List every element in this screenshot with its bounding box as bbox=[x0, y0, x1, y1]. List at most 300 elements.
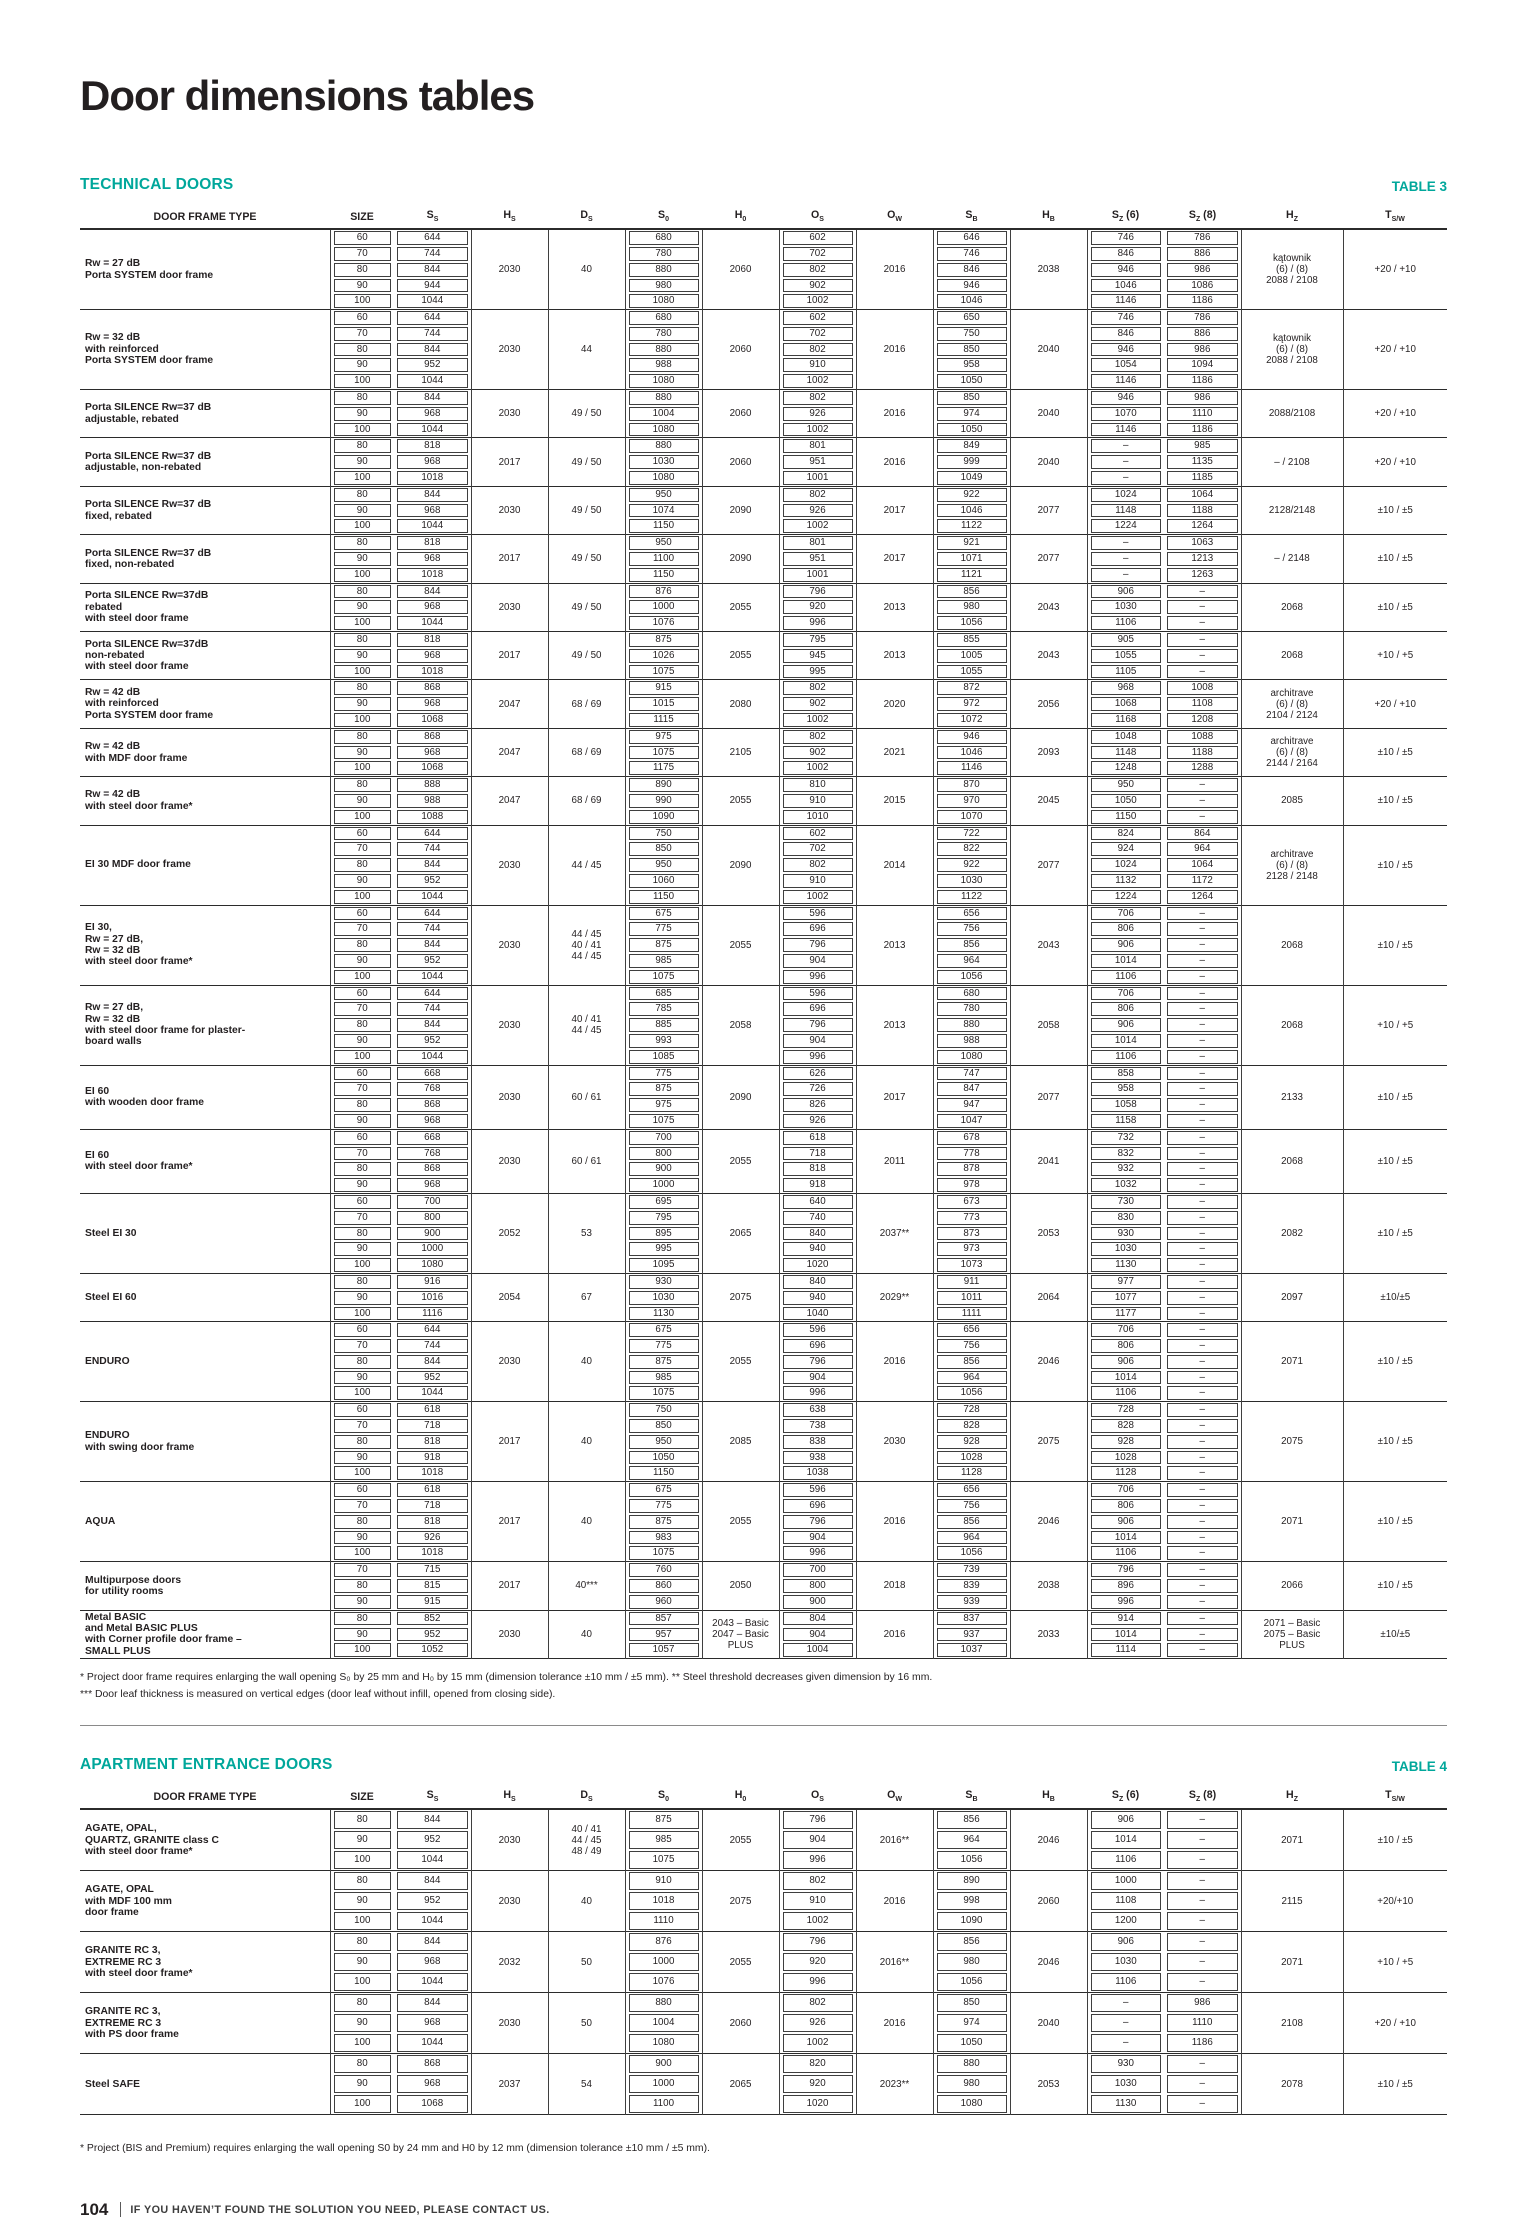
size-value: 80 bbox=[330, 342, 394, 358]
ds-value: 44 / 45 40 / 41 44 / 45 bbox=[548, 905, 625, 985]
size-value: 90 bbox=[330, 1952, 394, 1972]
h0-value: 2058 bbox=[702, 985, 779, 1065]
sb-value: 756 bbox=[933, 1338, 1010, 1354]
door-frame-type: Rw = 42 dB with MDF door frame bbox=[80, 728, 330, 776]
h0-value: 2060 bbox=[702, 438, 779, 486]
ss-value: 844 bbox=[394, 857, 471, 873]
sb-value: 1080 bbox=[933, 2094, 1010, 2115]
sz8-value: 786 bbox=[1164, 310, 1241, 326]
size-value: 90 bbox=[330, 1241, 394, 1257]
sz8-value: 986 bbox=[1164, 342, 1241, 358]
ds-value: 40 bbox=[548, 1402, 625, 1482]
sz8-value: 1188 bbox=[1164, 745, 1241, 761]
s0-value: 875 bbox=[625, 1354, 702, 1370]
s0-value: 1095 bbox=[625, 1257, 702, 1273]
tsw-value: +20 / +10 bbox=[1343, 310, 1447, 390]
hs-value: 2030 bbox=[471, 905, 548, 985]
hz-value: 2075 bbox=[1241, 1402, 1343, 1482]
column-header: $H_S$ bbox=[471, 1781, 548, 1809]
table-row bbox=[80, 1610, 1447, 1626]
size-value: 100 bbox=[330, 567, 394, 583]
sz8-value: 1208 bbox=[1164, 712, 1241, 728]
sz8-value: – bbox=[1164, 1952, 1241, 1972]
sz6-value: 928 bbox=[1087, 1434, 1164, 1450]
sz8-value: – bbox=[1164, 1017, 1241, 1033]
s0-value: 983 bbox=[625, 1530, 702, 1546]
sz6-value: – bbox=[1087, 1993, 1164, 2014]
s0-value: 880 bbox=[625, 262, 702, 278]
size-value: 90 bbox=[330, 953, 394, 969]
s0-value: 875 bbox=[625, 1081, 702, 1097]
os-value: 926 bbox=[779, 2013, 856, 2033]
column-header: $H_0$ bbox=[702, 1781, 779, 1809]
sz8-value: 1108 bbox=[1164, 696, 1241, 712]
sb-value: 1128 bbox=[933, 1465, 1010, 1481]
s0-value: 700 bbox=[625, 1129, 702, 1145]
sz6-value: 1224 bbox=[1087, 518, 1164, 534]
ds-value: 49 / 50 bbox=[548, 632, 625, 680]
size-value: 90 bbox=[330, 745, 394, 761]
table-row bbox=[80, 680, 1447, 696]
os-value: 1002 bbox=[779, 373, 856, 389]
sz6-value: 1000 bbox=[1087, 1871, 1164, 1892]
column-header: $T_{S/W}$ bbox=[1343, 1781, 1447, 1809]
s0-value: 900 bbox=[625, 2054, 702, 2075]
ow-value: 2037** bbox=[856, 1193, 933, 1273]
s0-value: 775 bbox=[625, 1065, 702, 1081]
door-frame-type: AGATE, OPAL, QUARTZ, GRANITE class C with steel door frame* bbox=[80, 1809, 330, 1871]
size-value: 90 bbox=[330, 1033, 394, 1049]
sz6-value: 1128 bbox=[1087, 1465, 1164, 1481]
os-value: 910 bbox=[779, 357, 856, 373]
s0-value: 1080 bbox=[625, 470, 702, 486]
tsw-value: ±10 / ±5 bbox=[1343, 535, 1447, 583]
sz8-value: 1186 bbox=[1164, 373, 1241, 389]
sb-value: 850 bbox=[933, 1993, 1010, 2014]
s0-value: 1050 bbox=[625, 1450, 702, 1466]
size-value: 80 bbox=[330, 1809, 394, 1830]
h0-value: 2075 bbox=[702, 1871, 779, 1932]
size-value: 90 bbox=[330, 454, 394, 470]
os-value: 802 bbox=[779, 857, 856, 873]
sz8-value: – bbox=[1164, 1418, 1241, 1434]
sz6-value: 1055 bbox=[1087, 648, 1164, 664]
os-value: 718 bbox=[779, 1146, 856, 1162]
os-value: 801 bbox=[779, 535, 856, 551]
size-value: 90 bbox=[330, 1113, 394, 1129]
sb-value: 846 bbox=[933, 262, 1010, 278]
s0-value: 1075 bbox=[625, 969, 702, 985]
sb-value: 880 bbox=[933, 1017, 1010, 1033]
sb-value: 998 bbox=[933, 1891, 1010, 1911]
sz8-value: – bbox=[1164, 1273, 1241, 1289]
sz8-value: – bbox=[1164, 1911, 1241, 1932]
os-value: 596 bbox=[779, 905, 856, 921]
sz8-value: 964 bbox=[1164, 841, 1241, 857]
sb-value: 750 bbox=[933, 326, 1010, 342]
sz8-value: – bbox=[1164, 953, 1241, 969]
sz6-value: 806 bbox=[1087, 1001, 1164, 1017]
ds-value: 40 bbox=[548, 229, 625, 309]
ss-value: 868 bbox=[394, 728, 471, 744]
sz6-value: 958 bbox=[1087, 1081, 1164, 1097]
size-value: 90 bbox=[330, 1830, 394, 1850]
s0-value: 985 bbox=[625, 1830, 702, 1850]
os-value: 696 bbox=[779, 1498, 856, 1514]
s0-value: 785 bbox=[625, 1001, 702, 1017]
hb-value: 2060 bbox=[1010, 1871, 1087, 1932]
h0-value: 2055 bbox=[702, 1129, 779, 1193]
size-value: 60 bbox=[330, 1129, 394, 1145]
hb-value: 2093 bbox=[1010, 728, 1087, 776]
os-value: 951 bbox=[779, 454, 856, 470]
sz8-value: – bbox=[1164, 1193, 1241, 1209]
s0-value: 985 bbox=[625, 1370, 702, 1386]
sz6-value: – bbox=[1087, 2033, 1164, 2054]
sz8-value: – bbox=[1164, 1097, 1241, 1113]
sz8-value: 1185 bbox=[1164, 470, 1241, 486]
s0-value: 875 bbox=[625, 1809, 702, 1830]
ow-value: 2016 bbox=[856, 1610, 933, 1659]
table-row bbox=[80, 1129, 1447, 1145]
size-value: 80 bbox=[330, 2054, 394, 2075]
s0-value: 1004 bbox=[625, 2013, 702, 2033]
column-header: DOOR FRAME TYPE bbox=[80, 1781, 330, 1809]
os-value: 696 bbox=[779, 1001, 856, 1017]
h0-value: 2055 bbox=[702, 905, 779, 985]
s0-value: 975 bbox=[625, 1097, 702, 1113]
table-row bbox=[80, 390, 1447, 406]
s0-value: 950 bbox=[625, 486, 702, 502]
s0-value: 1015 bbox=[625, 696, 702, 712]
sz6-value: 806 bbox=[1087, 921, 1164, 937]
sb-value: 1046 bbox=[933, 503, 1010, 519]
hb-value: 2075 bbox=[1010, 1402, 1087, 1482]
size-value: 100 bbox=[330, 373, 394, 389]
ss-value: 1044 bbox=[394, 373, 471, 389]
s0-value: 1080 bbox=[625, 422, 702, 438]
hs-value: 2017 bbox=[471, 535, 548, 583]
sz6-value: 1106 bbox=[1087, 1972, 1164, 1993]
door-frame-type: Steel EI 60 bbox=[80, 1273, 330, 1321]
sz8-value: 1186 bbox=[1164, 422, 1241, 438]
hs-value: 2030 bbox=[471, 229, 548, 309]
sz6-value: 746 bbox=[1087, 229, 1164, 246]
s0-value: 685 bbox=[625, 985, 702, 1001]
os-value: 800 bbox=[779, 1578, 856, 1594]
ss-value: 1044 bbox=[394, 615, 471, 631]
ow-value: 2013 bbox=[856, 583, 933, 631]
ss-value: 1044 bbox=[394, 1850, 471, 1871]
size-value: 90 bbox=[330, 2013, 394, 2033]
ss-value: 818 bbox=[394, 535, 471, 551]
size-value: 90 bbox=[330, 278, 394, 294]
sz6-value: 1014 bbox=[1087, 1830, 1164, 1850]
sz8-value: – bbox=[1164, 1498, 1241, 1514]
os-value: 826 bbox=[779, 1097, 856, 1113]
sb-value: 856 bbox=[933, 583, 1010, 599]
table-row bbox=[80, 535, 1447, 551]
ow-value: 2016 bbox=[856, 229, 933, 309]
size-value: 80 bbox=[330, 1871, 394, 1892]
hs-value: 2047 bbox=[471, 680, 548, 728]
size-value: 100 bbox=[330, 293, 394, 309]
ss-value: 968 bbox=[394, 503, 471, 519]
hs-value: 2030 bbox=[471, 1993, 548, 2054]
tsw-value: ±10 / ±5 bbox=[1343, 825, 1447, 905]
s0-value: 1075 bbox=[625, 1385, 702, 1401]
sz8-value: – bbox=[1164, 1514, 1241, 1530]
sb-value: 1030 bbox=[933, 873, 1010, 889]
size-value: 60 bbox=[330, 985, 394, 1001]
sb-value: 1005 bbox=[933, 648, 1010, 664]
hb-value: 2043 bbox=[1010, 632, 1087, 680]
os-value: 602 bbox=[779, 825, 856, 841]
sz8-value: – bbox=[1164, 1370, 1241, 1386]
sb-value: 646 bbox=[933, 229, 1010, 246]
ss-value: 618 bbox=[394, 1402, 471, 1418]
sb-value: 922 bbox=[933, 857, 1010, 873]
ds-value: 53 bbox=[548, 1193, 625, 1273]
sz6-value: 728 bbox=[1087, 1402, 1164, 1418]
h0-value: 2055 bbox=[702, 583, 779, 631]
sz6-value: 1148 bbox=[1087, 745, 1164, 761]
os-value: 702 bbox=[779, 841, 856, 857]
sz6-value: 1030 bbox=[1087, 599, 1164, 615]
column-header: $H_S$ bbox=[471, 201, 548, 229]
size-value: 70 bbox=[330, 1498, 394, 1514]
ss-value: 1080 bbox=[394, 1257, 471, 1273]
table-row bbox=[80, 985, 1447, 1001]
table-row bbox=[80, 486, 1447, 502]
sz6-value: 1050 bbox=[1087, 793, 1164, 809]
ss-value: 952 bbox=[394, 1830, 471, 1850]
sz8-value: – bbox=[1164, 1850, 1241, 1871]
table-row bbox=[80, 777, 1447, 793]
sz8-value: – bbox=[1164, 1210, 1241, 1226]
os-value: 996 bbox=[779, 1385, 856, 1401]
hb-value: 2041 bbox=[1010, 1129, 1087, 1193]
sz8-value: 1110 bbox=[1164, 406, 1241, 422]
ss-value: 952 bbox=[394, 953, 471, 969]
column-header: $D_S$ bbox=[548, 201, 625, 229]
s0-value: 775 bbox=[625, 921, 702, 937]
sb-value: 780 bbox=[933, 1001, 1010, 1017]
ss-value: 952 bbox=[394, 1033, 471, 1049]
ss-value: 1018 bbox=[394, 1465, 471, 1481]
sb-value: 850 bbox=[933, 390, 1010, 406]
os-value: 802 bbox=[779, 390, 856, 406]
sz8-value: 985 bbox=[1164, 438, 1241, 454]
s0-value: 985 bbox=[625, 953, 702, 969]
s0-value: 1100 bbox=[625, 2094, 702, 2115]
ss-value: 744 bbox=[394, 246, 471, 262]
size-value: 80 bbox=[330, 1610, 394, 1626]
sz8-value: – bbox=[1164, 648, 1241, 664]
sz8-value: 1110 bbox=[1164, 2013, 1241, 2033]
tsw-value: ±10 / ±5 bbox=[1343, 2054, 1447, 2115]
sz6-value: 1106 bbox=[1087, 1385, 1164, 1401]
ss-value: 868 bbox=[394, 2054, 471, 2075]
sb-value: 1111 bbox=[933, 1306, 1010, 1322]
hb-value: 2040 bbox=[1010, 310, 1087, 390]
ds-value: 60 / 61 bbox=[548, 1065, 625, 1129]
sz6-value: 1014 bbox=[1087, 1627, 1164, 1643]
sz8-value: – bbox=[1164, 1049, 1241, 1065]
footnote-line: * Project door frame requires enlarging the wall opening S₀ by 25 mm and H₀ by 15 mm (dimension tolerance ±10 mm / ±5 mm). ** Steel threshold decreases given dimension by 16 mm. bbox=[80, 1672, 933, 1684]
sb-value: 837 bbox=[933, 1610, 1010, 1626]
ds-value: 44 / 45 bbox=[548, 825, 625, 905]
ss-value: 968 bbox=[394, 454, 471, 470]
sz6-value: 924 bbox=[1087, 841, 1164, 857]
hs-value: 2030 bbox=[471, 985, 548, 1065]
hb-value: 2053 bbox=[1010, 1193, 1087, 1273]
ss-value: 1018 bbox=[394, 470, 471, 486]
sb-value: 911 bbox=[933, 1273, 1010, 1289]
tsw-value: +20 / +10 bbox=[1343, 390, 1447, 438]
os-value: 1002 bbox=[779, 518, 856, 534]
size-value: 80 bbox=[330, 1226, 394, 1242]
ss-value: 1018 bbox=[394, 664, 471, 680]
ow-value: 2020 bbox=[856, 680, 933, 728]
sb-value: 988 bbox=[933, 1033, 1010, 1049]
sz6-value: 1014 bbox=[1087, 1370, 1164, 1386]
os-value: 904 bbox=[779, 1370, 856, 1386]
s0-value: 995 bbox=[625, 1241, 702, 1257]
tsw-value: ±10 / ±5 bbox=[1343, 583, 1447, 631]
s0-value: 1030 bbox=[625, 454, 702, 470]
sb-value: 1071 bbox=[933, 551, 1010, 567]
hb-value: 2038 bbox=[1010, 1562, 1087, 1610]
s0-value: 885 bbox=[625, 1017, 702, 1033]
size-value: 80 bbox=[330, 1017, 394, 1033]
sz8-value: – bbox=[1164, 1322, 1241, 1338]
sb-value: 728 bbox=[933, 1402, 1010, 1418]
ss-value: 718 bbox=[394, 1418, 471, 1434]
hz-value: 2108 bbox=[1241, 1993, 1343, 2054]
size-value: 90 bbox=[330, 2074, 394, 2094]
os-value: 1001 bbox=[779, 567, 856, 583]
s0-value: 1000 bbox=[625, 2074, 702, 2094]
h0-value: 2060 bbox=[702, 310, 779, 390]
ss-value: 1044 bbox=[394, 969, 471, 985]
sb-value: 756 bbox=[933, 1498, 1010, 1514]
sb-value: 921 bbox=[933, 535, 1010, 551]
sz8-value: – bbox=[1164, 793, 1241, 809]
os-value: 996 bbox=[779, 615, 856, 631]
size-value: 80 bbox=[330, 1932, 394, 1953]
ow-value: 2016** bbox=[856, 1809, 933, 1871]
os-value: 796 bbox=[779, 937, 856, 953]
sz8-value: – bbox=[1164, 632, 1241, 648]
h0-value: 2060 bbox=[702, 1993, 779, 2054]
sz6-value: 1014 bbox=[1087, 1033, 1164, 1049]
ds-value: 50 bbox=[548, 1932, 625, 1993]
hb-value: 2058 bbox=[1010, 985, 1087, 1065]
hs-value: 2047 bbox=[471, 728, 548, 776]
sz8-value: – bbox=[1164, 1450, 1241, 1466]
size-value: 70 bbox=[330, 1562, 394, 1578]
column-header: $H_Z$ bbox=[1241, 201, 1343, 229]
sz6-value: 1105 bbox=[1087, 664, 1164, 680]
sz8-value: – bbox=[1164, 2074, 1241, 2094]
ss-value: 744 bbox=[394, 841, 471, 857]
ss-value: 844 bbox=[394, 1871, 471, 1892]
sz6-value: 946 bbox=[1087, 390, 1164, 406]
size-value: 80 bbox=[330, 486, 394, 502]
footnote-line: * Project (BIS and Premium) requires enlarging the wall opening S0 by 24 mm and H0 by 12 mm (dimension tolerance ±10 mm / ±5 mm). bbox=[80, 2143, 710, 2155]
sz8-value: 886 bbox=[1164, 326, 1241, 342]
hb-value: 2043 bbox=[1010, 905, 1087, 985]
ss-value: 868 bbox=[394, 1097, 471, 1113]
ss-value: 844 bbox=[394, 1809, 471, 1830]
size-value: 90 bbox=[330, 357, 394, 373]
ow-value: 2017 bbox=[856, 1065, 933, 1129]
door-frame-type: EI 60 with steel door frame* bbox=[80, 1129, 330, 1193]
sz6-value: 1030 bbox=[1087, 1241, 1164, 1257]
os-value: 802 bbox=[779, 680, 856, 696]
sz6-value: 930 bbox=[1087, 1226, 1164, 1242]
ds-value: 49 / 50 bbox=[548, 535, 625, 583]
sz8-value: – bbox=[1164, 1627, 1241, 1643]
sb-value: 958 bbox=[933, 357, 1010, 373]
size-value: 100 bbox=[330, 1972, 394, 1993]
sz6-value: 946 bbox=[1087, 262, 1164, 278]
tsw-value: ±10 / ±5 bbox=[1343, 1402, 1447, 1482]
s0-value: 1080 bbox=[625, 293, 702, 309]
s0-value: 1110 bbox=[625, 1911, 702, 1932]
os-value: 802 bbox=[779, 728, 856, 744]
column-header: $H_B$ bbox=[1010, 1781, 1087, 1809]
tsw-value: ±10 / ±5 bbox=[1343, 486, 1447, 534]
sz8-value: – bbox=[1164, 937, 1241, 953]
sb-value: 873 bbox=[933, 1226, 1010, 1242]
table-row bbox=[80, 310, 1447, 326]
sz8-value: – bbox=[1164, 615, 1241, 631]
size-value: 60 bbox=[330, 1482, 394, 1498]
sz6-value: 1068 bbox=[1087, 696, 1164, 712]
size-value: 100 bbox=[330, 1465, 394, 1481]
size-value: 100 bbox=[330, 809, 394, 825]
size-value: 100 bbox=[330, 1306, 394, 1322]
hb-value: 2046 bbox=[1010, 1322, 1087, 1402]
column-header: SIZE bbox=[330, 201, 394, 229]
ss-value: 1044 bbox=[394, 422, 471, 438]
ss-value: 768 bbox=[394, 1146, 471, 1162]
ds-value: 40 bbox=[548, 1871, 625, 1932]
sz8-value: – bbox=[1164, 1562, 1241, 1578]
s0-value: 1000 bbox=[625, 599, 702, 615]
door-frame-type: Steel EI 30 bbox=[80, 1193, 330, 1273]
sz6-value: 824 bbox=[1087, 825, 1164, 841]
sb-value: 678 bbox=[933, 1129, 1010, 1145]
sb-value: 946 bbox=[933, 728, 1010, 744]
sz6-value: 906 bbox=[1087, 583, 1164, 599]
s0-value: 990 bbox=[625, 793, 702, 809]
table-row bbox=[80, 1932, 1447, 1953]
tsw-value: ±10 / ±5 bbox=[1343, 777, 1447, 825]
ss-value: 715 bbox=[394, 1562, 471, 1578]
ss-value: 868 bbox=[394, 680, 471, 696]
ow-value: 2013 bbox=[856, 632, 933, 680]
os-value: 795 bbox=[779, 632, 856, 648]
os-value: 900 bbox=[779, 1594, 856, 1610]
ss-value: 644 bbox=[394, 229, 471, 246]
column-header: $S_B$ bbox=[933, 201, 1010, 229]
sz6-value: – bbox=[1087, 535, 1164, 551]
os-value: 904 bbox=[779, 1830, 856, 1850]
ow-value: 2016 bbox=[856, 1993, 933, 2054]
